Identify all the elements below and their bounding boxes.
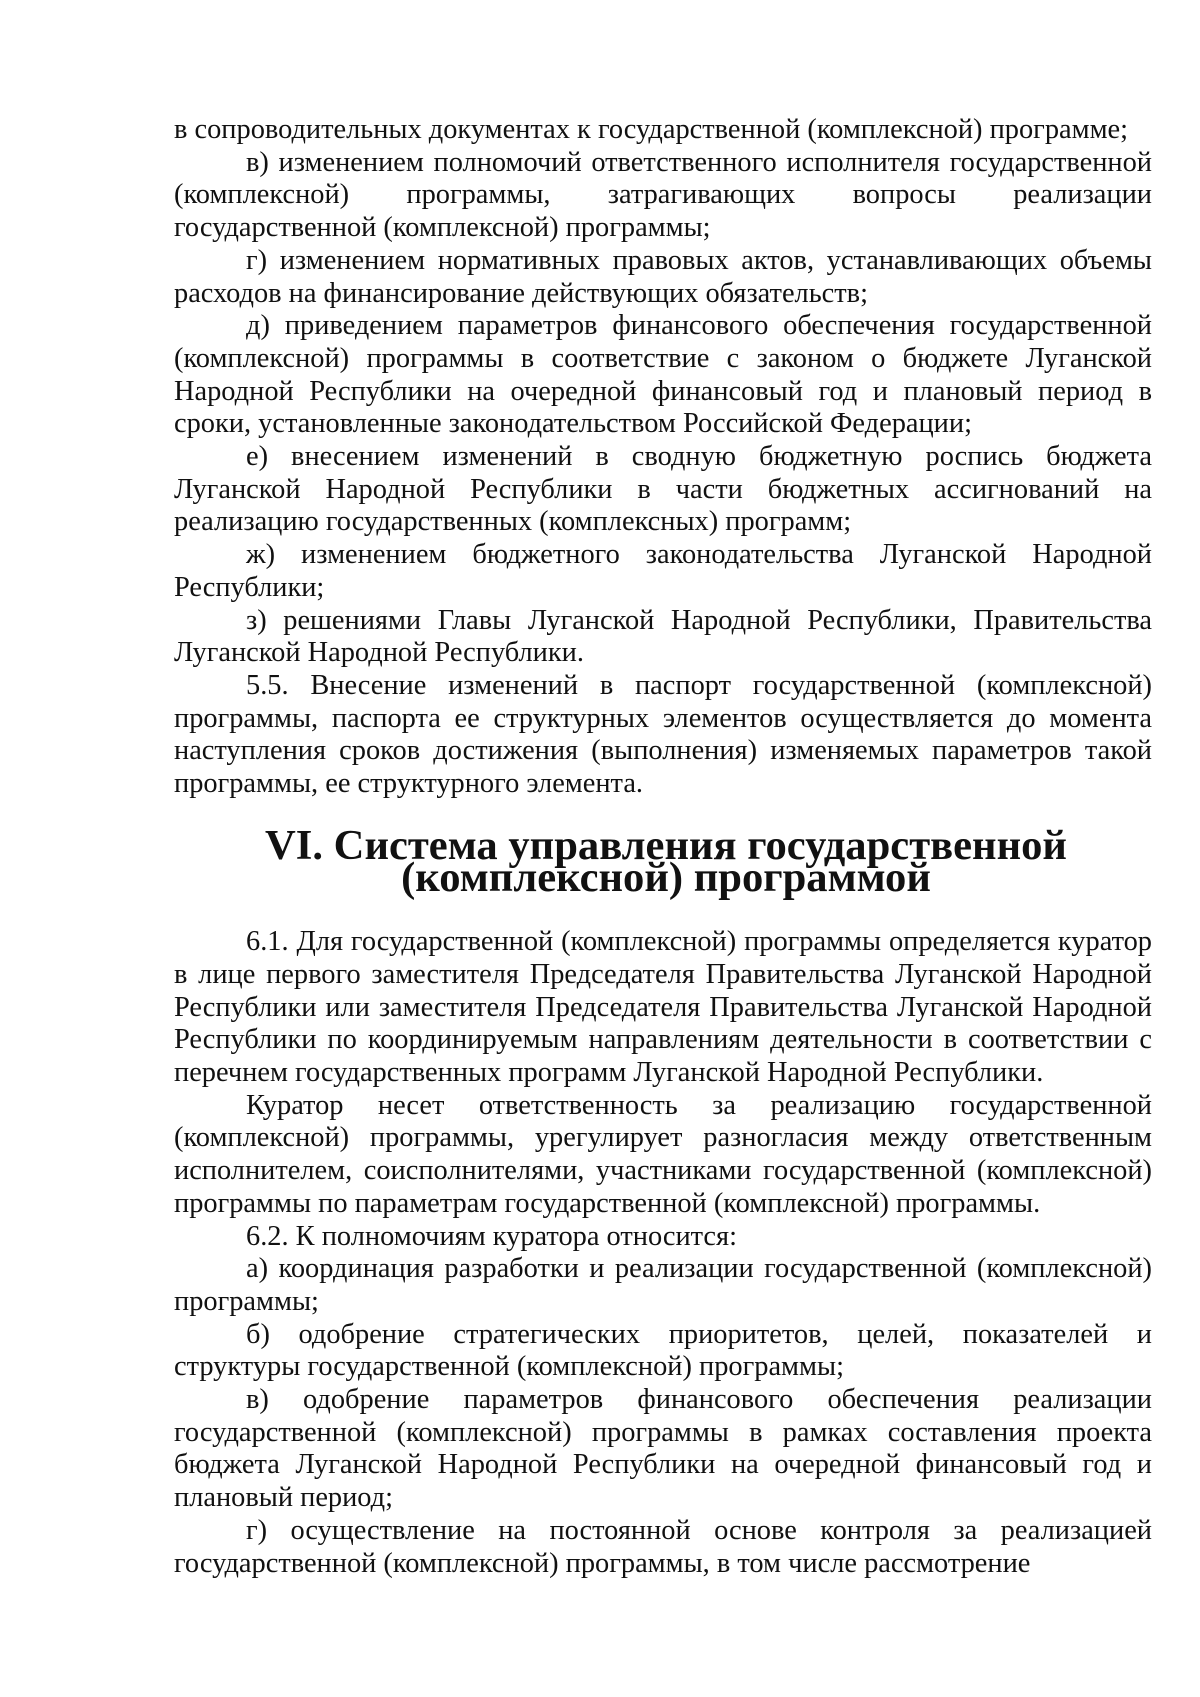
paragraph-item-z: з) решениями Главы Луганской Народной Республики, Правительства Луганской Народной Республики. [174, 604, 1152, 669]
paragraph-item-g2: г) осуществление на постоянной основе контроля за реализацией государственной (комплексной) программы, в том числе рассмотрение [174, 1514, 1152, 1579]
paragraph-item-d: д) приведением параметров финансового обеспечения государственной (комплексной) программы в соответствие с законом о бюджете Луганской Народной Республики на очередной финансовый год и плановый период в сроки, установленные законодательством Российской Федерации; [174, 310, 1152, 440]
paragraph-continuation: в сопроводительных документах к государственной (комплексной) программе; [174, 114, 1129, 145]
paragraph-5-5: 5.5. Внесение изменений в паспорт государственной (комплексной) программы, паспорта ее структурных элементов осуществляется до момента наступления сроков достижения (выполнения) изменяемых параметров такой программы, ее структурного элемента. [174, 669, 1152, 800]
paragraph-6-2: 6.2. К полномочиям куратора относится: [246, 1220, 737, 1252]
paragraph-item-v2: в) одобрение параметров финансового обеспечения реализации государственной (комплексной) программы в рамках составления проекта бюджета Луганской Народной Республики на очередной финансовый год и плановый период; [174, 1384, 1152, 1514]
paragraph-curator-responsibility: Куратор несет ответственность за реализацию государственной (комплексной) программы, урегулирует разногласия между ответственным исполнителем, соисполнителями, участниками государственной (комплексной) программы по параметрам государственной (комплексной) программы. [174, 1089, 1152, 1219]
section-heading: VI. Система управления государственной (комплексной) программой [265, 821, 1067, 902]
paragraph-item-v: в) изменением полномочий ответственного исполнителя государственной (комплексной) программы, затрагивающих вопросы реализации государственной (комплексной) программы; [174, 146, 1152, 244]
document-page [174, 114, 1152, 1580]
paragraph-item-zh: ж) изменением бюджетного законодательства Луганской Народной Республики; [174, 539, 1152, 603]
paragraph-item-a: а) координация разработки и реализации государственной (комплексной) программы; [174, 1253, 1152, 1317]
paragraph-6-1: 6.1. Для государственной (комплексной) программы определяется куратор в лице первого заместителя Председателя Правительства Луганской Народной Республики или заместителя Председателя Правительства Луганской Народной Республики по координируемым направлениям деятельности в соответствии с перечнем государственных программ Луганской Народной Республики. [174, 926, 1152, 1088]
paragraph-item-g: г) изменением нормативных правовых актов, устанавливающих объемы расходов на финансирование действующих обязательств; [174, 244, 1152, 309]
paragraph-item-e: е) внесением изменений в сводную бюджетную роспись бюджета Луганской Народной Республики в части бюджетных ассигнований на реализацию государственных (комплексных) программ; [174, 441, 1152, 538]
paragraph-item-b: б) одобрение стратегических приоритетов, целей, показателей и структуры государственной (комплексной) программы; [174, 1318, 1152, 1383]
